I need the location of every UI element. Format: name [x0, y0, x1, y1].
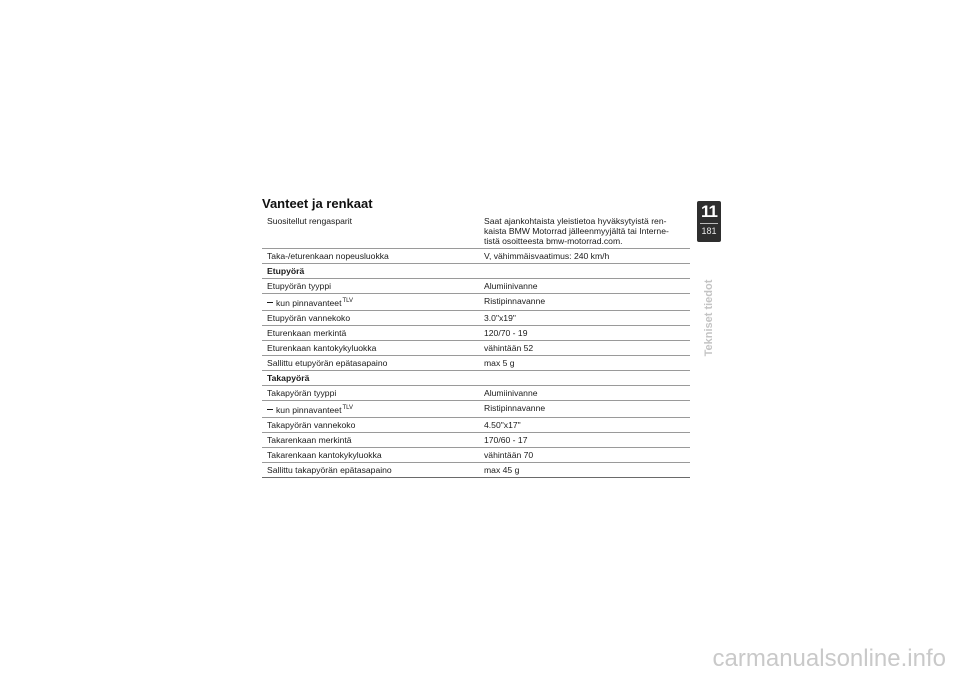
- table-row: [262, 325, 690, 340]
- row-label-option: [262, 400, 476, 417]
- table-row: [262, 249, 690, 264]
- chapter-divider: [700, 223, 718, 224]
- row-label-option: [262, 294, 476, 311]
- page-number: 181: [701, 226, 717, 236]
- row-value: Saat ajankohtaista yleistietoa hyväksytyistä ren- kaista BMW Motorrad jälleenmyyjältä tai Interne- tistä osoitteesta bmw-motorrad.com.: [476, 214, 690, 249]
- dash-icon: [267, 302, 273, 303]
- row-value: Alumiinivanne: [476, 279, 690, 294]
- table-row: [262, 447, 690, 462]
- section-title: Etupyörä: [262, 264, 690, 279]
- row-value: 4.50"x17": [476, 417, 690, 432]
- spec-table: [262, 214, 690, 478]
- row-label: Eturenkaan kantokykyluokka: [262, 340, 476, 355]
- row-value: 3.0"x19": [476, 310, 690, 325]
- row-label: Sallittu etupyörän epätasapaino: [262, 355, 476, 370]
- row-label: Suositellut rengasparit: [262, 214, 476, 249]
- row-value: vähintään 70: [476, 447, 690, 462]
- table-row: [262, 355, 690, 370]
- option-label: kun pinnavanteet: [276, 297, 342, 308]
- table-row: [262, 400, 690, 417]
- table-row: [262, 432, 690, 447]
- chapter-tab: [697, 201, 721, 242]
- row-label: Takarenkaan kantokykyluokka: [262, 447, 476, 462]
- section-header-front-wheel: [262, 264, 690, 279]
- row-label: Etupyörän vannekoko: [262, 310, 476, 325]
- row-label: Takapyörän tyyppi: [262, 385, 476, 400]
- row-label: Etupyörän tyyppi: [262, 279, 476, 294]
- page-title: Vanteet ja renkaat: [262, 196, 373, 211]
- table-row: [262, 214, 690, 249]
- row-value: Ristipinnavanne: [476, 400, 690, 417]
- table-row: [262, 294, 690, 311]
- section-title: Takapyörä: [262, 370, 690, 385]
- table-row: [262, 385, 690, 400]
- row-value: max 45 g: [476, 462, 690, 477]
- row-value: V, vähimmäisvaatimus: 240 km/h: [476, 249, 690, 264]
- option-code: TLV: [342, 404, 354, 411]
- row-value: vähintään 52: [476, 340, 690, 355]
- row-value: max 5 g: [476, 355, 690, 370]
- table-row: [262, 417, 690, 432]
- section-header-rear-wheel: [262, 370, 690, 385]
- table-row: [262, 279, 690, 294]
- row-label: Takapyörän vannekoko: [262, 417, 476, 432]
- row-label: Taka-/eturenkaan nopeusluokka: [262, 249, 476, 264]
- table-row: [262, 462, 690, 477]
- table-row: [262, 340, 690, 355]
- row-value: Alumiinivanne: [476, 385, 690, 400]
- dash-icon: [267, 409, 273, 410]
- option-label: kun pinnavanteet: [276, 404, 342, 415]
- row-value: 120/70 - 19: [476, 325, 690, 340]
- table-row: [262, 310, 690, 325]
- side-section-label: Tekniset tiedot: [703, 279, 715, 357]
- watermark: carmanualsonline.info: [712, 645, 946, 672]
- row-value: 170/60 - 17: [476, 432, 690, 447]
- option-code: TLV: [342, 298, 354, 304]
- chapter-number: 11: [701, 202, 717, 221]
- row-label: Sallittu takapyörän epätasapaino: [262, 462, 476, 477]
- row-label: Eturenkaan merkintä: [262, 325, 476, 340]
- row-label: Takarenkaan merkintä: [262, 432, 476, 447]
- row-value: Ristipinnavanne: [476, 294, 690, 311]
